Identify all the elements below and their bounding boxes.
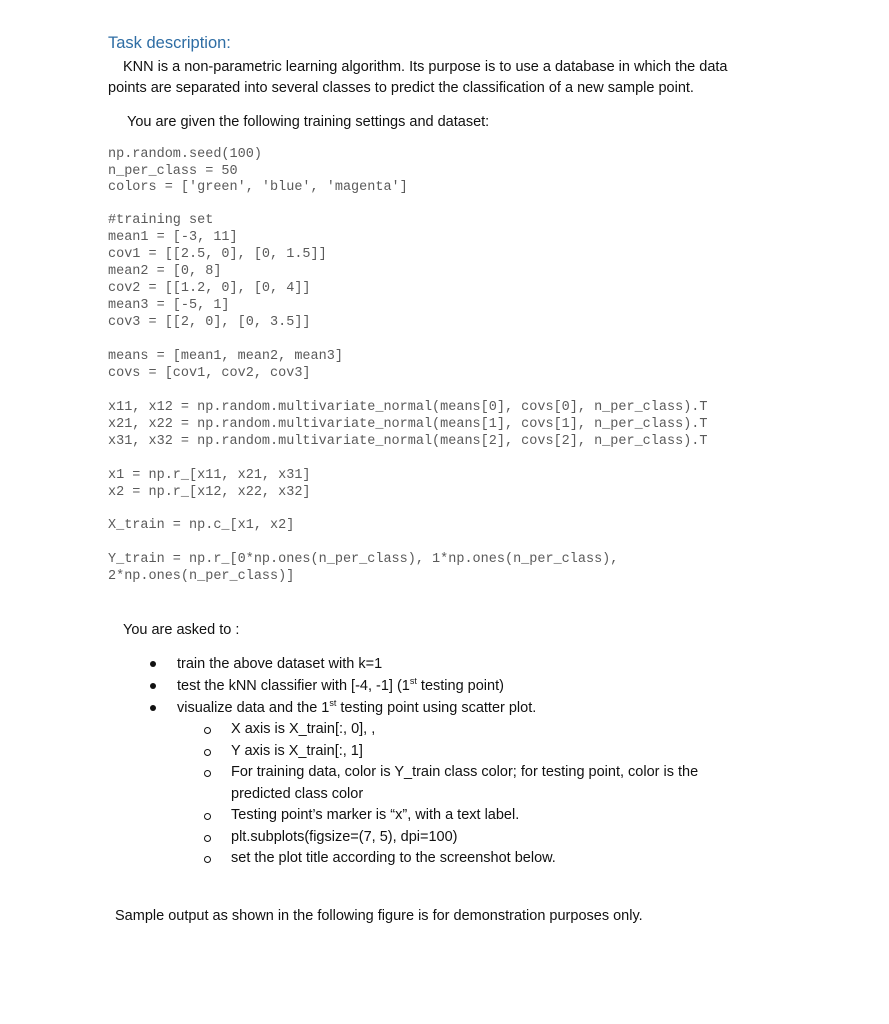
code-line: x2 = np.r_[x12, x22, x32]	[108, 485, 311, 500]
bullet-item: visualize data and the 1st testing point using scatter plot.	[150, 697, 536, 719]
given-text: You are given the following training settings and dataset:	[127, 114, 490, 130]
asked-text: You are asked to :	[123, 622, 240, 638]
code-line: Y_train = np.r_[0*np.ones(n_per_class), 1*np.ones(n_per_class),	[108, 552, 619, 567]
code-line: x1 = np.r_[x11, x21, x31]	[108, 468, 311, 483]
code-line: means = [mean1, mean2, mean3]	[108, 349, 343, 364]
code-line: mean3 = [-5, 1]	[108, 298, 230, 313]
intro-line-2: points are separated into several classes to predict the classification of a new sample point.	[108, 80, 694, 96]
sub-bullet-item: plt.subplots(figsize=(7, 5), dpi=100)	[200, 827, 760, 849]
circle-bullet-icon	[204, 727, 211, 734]
bullet-dot-icon	[150, 661, 156, 667]
sub-bullet-item: For training data, color is Y_train class color; for testing point, color is the predicted class color	[200, 762, 760, 805]
task-bullet-list	[150, 653, 536, 719]
bullet-dot-icon	[150, 705, 156, 711]
code-line: cov3 = [[2, 0], [0, 3.5]]	[108, 315, 311, 330]
circle-bullet-icon	[204, 813, 211, 820]
circle-bullet-icon	[204, 856, 211, 863]
closing-text: Sample output as shown in the following figure is for demonstration purposes only.	[115, 908, 643, 924]
task-heading: Task description:	[108, 34, 231, 52]
code-line: cov1 = [[2.5, 0], [0, 1.5]]	[108, 247, 327, 262]
code-line: np.random.seed(100)	[108, 147, 262, 162]
code-line: x21, x22 = np.random.multivariate_normal(means[1], covs[1], n_per_class).T	[108, 417, 708, 432]
bullet-item: test the kNN classifier with [-4, -1] (1st testing point)	[150, 675, 536, 697]
code-line: mean2 = [0, 8]	[108, 264, 222, 279]
circle-bullet-icon	[204, 770, 211, 777]
code-line: #training set	[108, 213, 214, 228]
code-line: covs = [cov1, cov2, cov3]	[108, 366, 311, 381]
intro-line-1: KNN is a non-parametric learning algorithm. Its purpose is to use a database in which the data	[123, 59, 728, 75]
code-line: x31, x32 = np.random.multivariate_normal(means[2], covs[2], n_per_class).T	[108, 434, 708, 449]
sub-bullet-item: Y axis is X_train[:, 1]	[200, 741, 760, 763]
code-line: X_train = np.c_[x1, x2]	[108, 518, 295, 533]
bullet-item: train the above dataset with k=1	[150, 653, 536, 675]
code-line: n_per_class = 50	[108, 164, 238, 179]
code-line: colors = ['green', 'blue', 'magenta']	[108, 180, 408, 195]
code-line: x11, x12 = np.random.multivariate_normal(means[0], covs[0], n_per_class).T	[108, 400, 708, 415]
sub-bullet-item: Testing point’s marker is “x”, with a text label.	[200, 805, 760, 827]
sub-bullet-item: X axis is X_train[:, 0], ,	[200, 719, 760, 741]
circle-bullet-icon	[204, 749, 211, 756]
code-line: mean1 = [-3, 11]	[108, 230, 238, 245]
circle-bullet-icon	[204, 835, 211, 842]
sub-bullet-item: set the plot title according to the screenshot below.	[200, 848, 760, 870]
code-line: cov2 = [[1.2, 0], [0, 4]]	[108, 281, 311, 296]
sub-bullet-list	[200, 719, 760, 870]
bullet-dot-icon	[150, 683, 156, 689]
code-line: 2*np.ones(n_per_class)]	[108, 569, 295, 584]
